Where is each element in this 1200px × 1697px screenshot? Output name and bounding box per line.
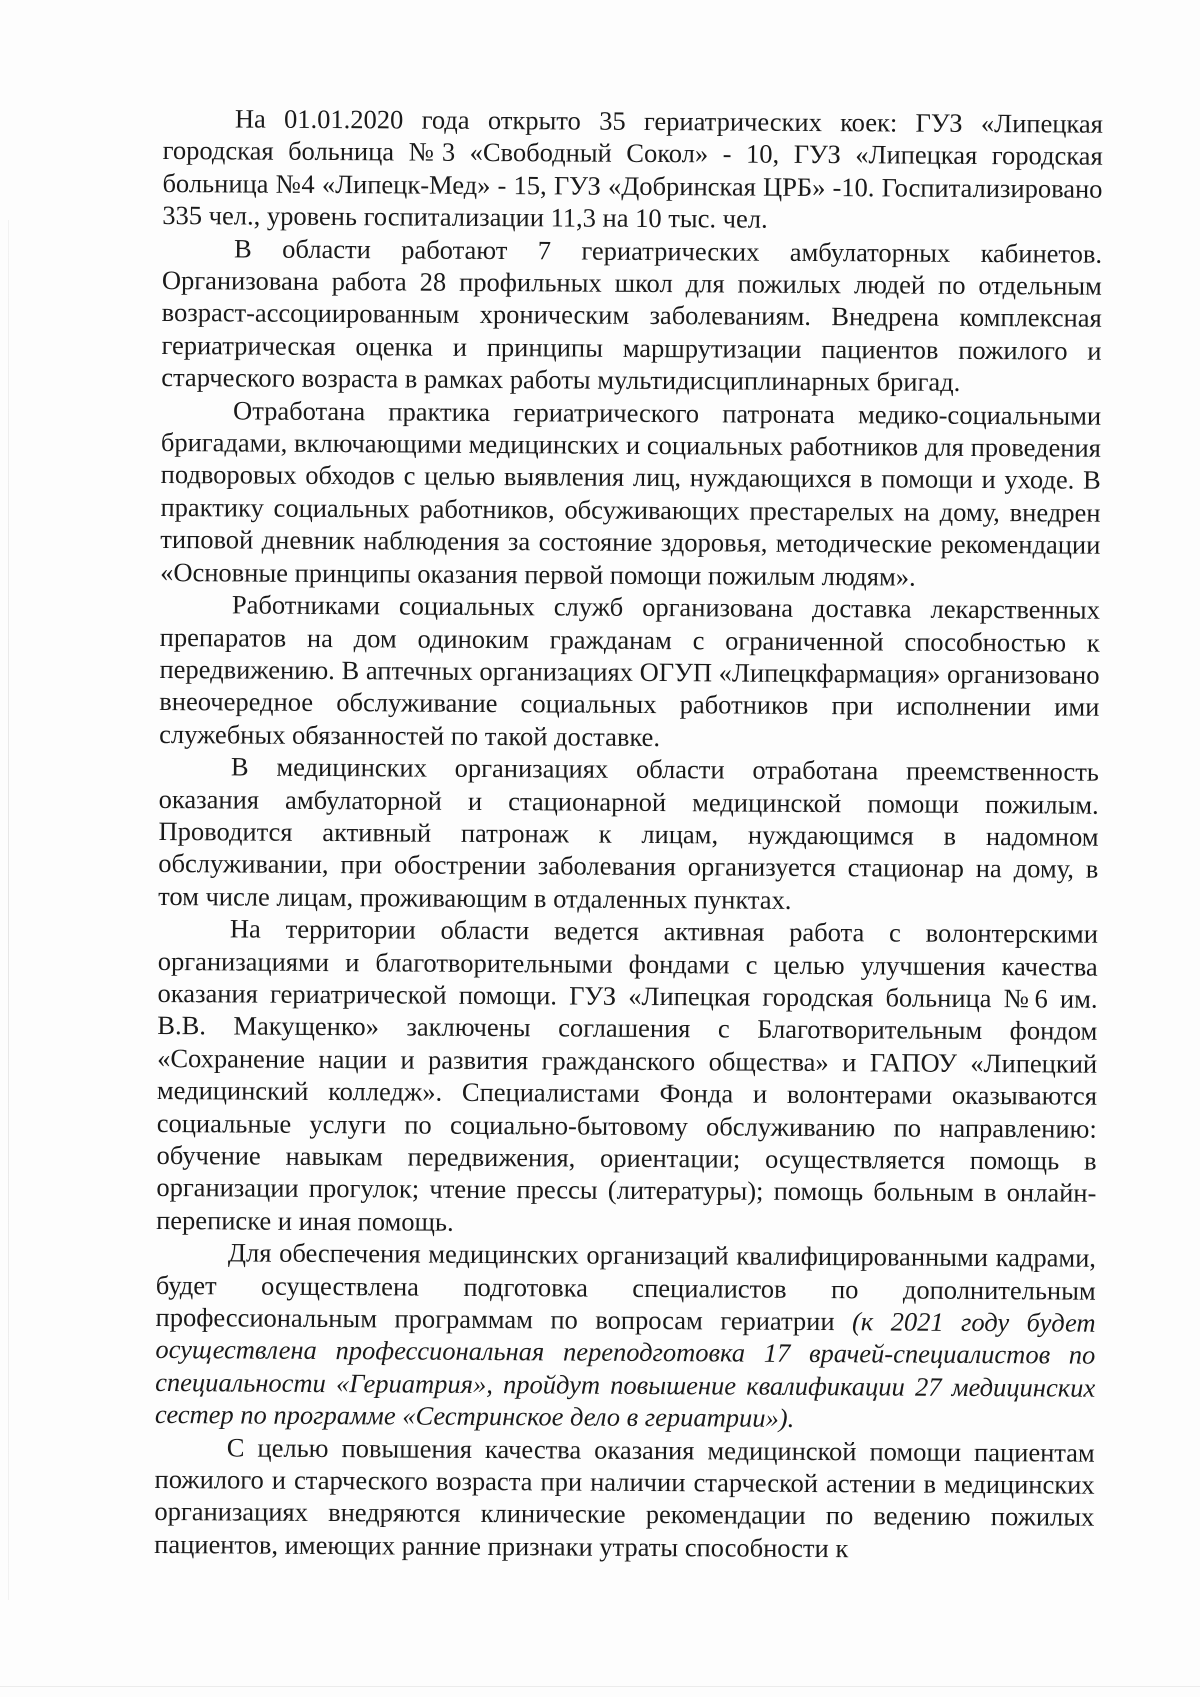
paragraph-patronage-practice: Отработана практика гериатрического патроната медико-социальными бригадами, включающими медицинских и социальных работников для проведения подворовых обходов с целью выявления лиц, нуждающихся в помощи и уходе. В практику социальных работников, обсуживающих престарелых на дому, внедрен типовой дневник наблюдения за состояние здоровья, методические рекомендации «Основные принципы оказания первой помощи пожилым людям». <box>160 395 1102 592</box>
paragraph-staff-training <box>155 1236 1096 1436</box>
paragraph-ambulatory-cabinets: В области работают 7 гериатрических амбулаторных кабинетов. Организована работа 28 профильных школ для пожилых людей по отдельным возраст-ассоциированным хроническим заболеваниям. Внедрена комплексная гериатрическая оценка и принципы маршрутизации пациентов пожилого и старческого возраста в рамках работы мультидисциплинарных бригад. <box>161 233 1103 398</box>
staff-training-italic-note: (к 2021 году будет осуществлена профессиональная переподготовка 17 врачей-специалистов по специальности «Гериатрия», пройдут повышение квалификации 27 медицинских сестер по программе «Сестринское дело в гериатрии»). <box>154 1306 1096 1434</box>
document-body <box>154 102 1103 1566</box>
scan-edge-shadow <box>8 220 9 1600</box>
paragraph-clinical-recommendations: С целью повышения качества оказания медицинской помощи пациентам пожилого и старческого возраста при наличии старческой астении в медицинских организациях внедряются клинические рекомендации по ведению пожилых пациентов, имеющих ранние признаки утраты способности к <box>154 1432 1095 1564</box>
paragraph-medicine-delivery: Работниками социальных служб организована доставка лекарственных препаратов на дом одиноким гражданам с ограниченной способностью к передвижению. В аптечных организациях ОГУП «Липецкфармация» организовано внеочередное обслуживание социальных работников при исполнении ими служебных обязанностей по такой доставке. <box>159 589 1101 752</box>
scan-bottom-edge <box>0 1686 1200 1687</box>
paragraph-geriatric-beds: На 01.01.2020 года открыто 35 гериатрических коек: ГУЗ «Липецкая городская больница №3 «Свободный Сокол» - 10, ГУЗ «Липецкая городская больница №4 «Липецк-Мед» - 15, ГУЗ «Добринская ЦРБ» -10. Госпитализировано 335 чел., уровень госпитализации 11,3 на 10 тыс. чел. <box>162 103 1103 234</box>
paragraph-volunteer-work: На территории области ведется активная работа с волонтерскими организациями и благотворительными фондами с целью улучшения качества оказания гериатрической помощи. ГУЗ «Липецкая городская больница №6 им. В.В. Макущенко» заключены соглашения с Благотворительным фондом «Сохранение нации и развития гражданского общества» и ГАПОУ «Липецкий медицинский колледж». Специалистами Фонда и волонтерами оказываются социальные услуги по социально-бытовому обслуживанию по направлению: обучение навыкам передвижения, ориентации; осуществляется помощь в организации прогулок; чтение прессы (литературы); помощь больным в онлайн-переписке и иная помощь. <box>156 913 1099 1237</box>
staff-training-text: Для обеспечения медицинских организаций квалифицированными кадрами, будет осуществлена подготовка специалистов по дополнительным профессиональным программам по вопросам гериатрии <box>155 1237 1097 1337</box>
paragraph-continuity-of-care: В медицинских организациях области отработана преемственность оказания амбулаторной и стационарной медицинской помощи пожилым. Проводится активный патронаж к лицам, нуждающимся в надомном обслуживании, при обострении заболевания организуется стационар на дому, в том числе лицам, проживающим в отдаленных пунктах. <box>158 751 1100 915</box>
